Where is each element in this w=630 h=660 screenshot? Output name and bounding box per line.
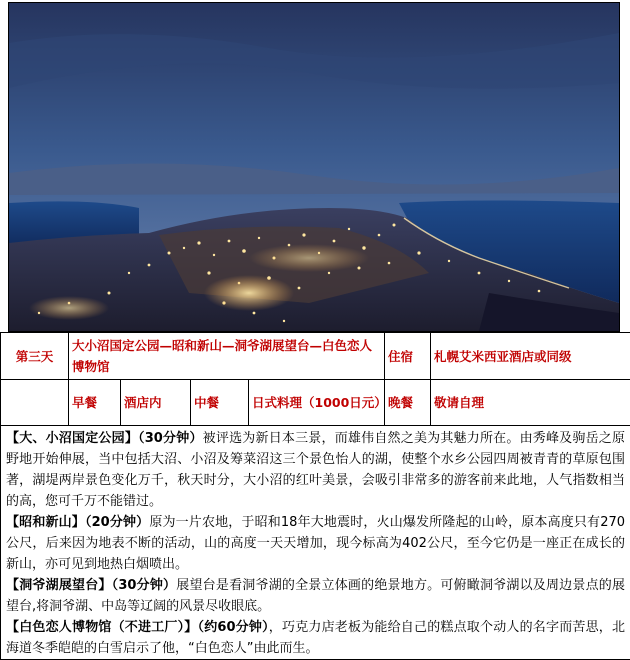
- section-duration: （30分钟）: [138, 431, 203, 446]
- section-text: ，巧克力店老板为能给自己的糕点取个动人的名字而苦思，北海道冬季皑皑的白雪启示了他，“白色恋人”由此而生。: [6, 620, 625, 656]
- lodging-label: 住宿: [385, 333, 431, 380]
- section-danuma: [6, 428, 625, 512]
- section-text: 展望台是看洞爷湖的全景立体画的绝景地方。可俯瞰洞爷湖以及周边景点的展望台,将洞爷湖、中岛等辽阔的风景尽收眼底。: [6, 578, 625, 614]
- section-duration: （30分钟）: [112, 578, 177, 593]
- route-text: 大小沼国定公园—昭和新山—洞爷湖展望台—白色恋人博物馆: [69, 333, 385, 380]
- description-cell: [1, 426, 630, 660]
- section-duration: （约60分钟）: [198, 620, 269, 635]
- itinerary-table: [0, 332, 630, 660]
- section-title: 【昭和新山】: [6, 515, 85, 530]
- description-row: [1, 426, 630, 660]
- section-title: 【洞爷湖展望台】: [6, 578, 112, 593]
- lunch-label: 中餐: [191, 380, 249, 426]
- day-label: 第三天: [1, 333, 69, 380]
- lunch-value: 日式料理（1000日元）: [249, 380, 385, 426]
- section-duration: （20分钟）: [85, 515, 149, 530]
- section-title: 【大、小沼国定公园】: [6, 431, 138, 446]
- section-title: 【白色恋人博物馆（不进工厂）】: [6, 620, 198, 635]
- section-text: 被评选为新日本三景，而雄伟自然之美为其魅力所在。由秀峰及驹岳之原野地开始伸展，当中包括大沼、小沼及筹菜沼这三个景色怡人的湖，使整个水乡公园四周被青青的草原包围著，湖堤两岸景色变化万千，秋天时分，大小沼的红叶美景，会吸引非常多的游客前来此地，人气指数相当的高，您可千万不能错过。: [6, 431, 625, 509]
- section-text: 原为一片农地，于昭和18年大地震时，火山爆发所隆起的山岭，原本高度只有270公尺，后来因为地表不断的活动，山的高度一天天增加，现今标高为402公尺，至今它仍是一座正在成长的新山，亦可见到地热白烟喷出。: [6, 515, 625, 572]
- breakfast-label: 早餐: [69, 380, 121, 426]
- meals-row: [1, 380, 630, 426]
- meals-spacer: [1, 380, 69, 426]
- dinner-value: 敬请自理: [431, 380, 630, 426]
- route-row: [1, 333, 630, 380]
- hotel-name: 札幌艾米西亚酒店或同级: [431, 333, 630, 380]
- section-shiroi-koibito: [6, 617, 625, 659]
- section-toya-observatory: [6, 575, 625, 617]
- dinner-label: 晚餐: [385, 380, 431, 426]
- night-city-photo: [8, 2, 620, 332]
- breakfast-value: 酒店内: [121, 380, 191, 426]
- section-showa-shinzan: [6, 512, 625, 575]
- city-night-view-image: [9, 3, 619, 331]
